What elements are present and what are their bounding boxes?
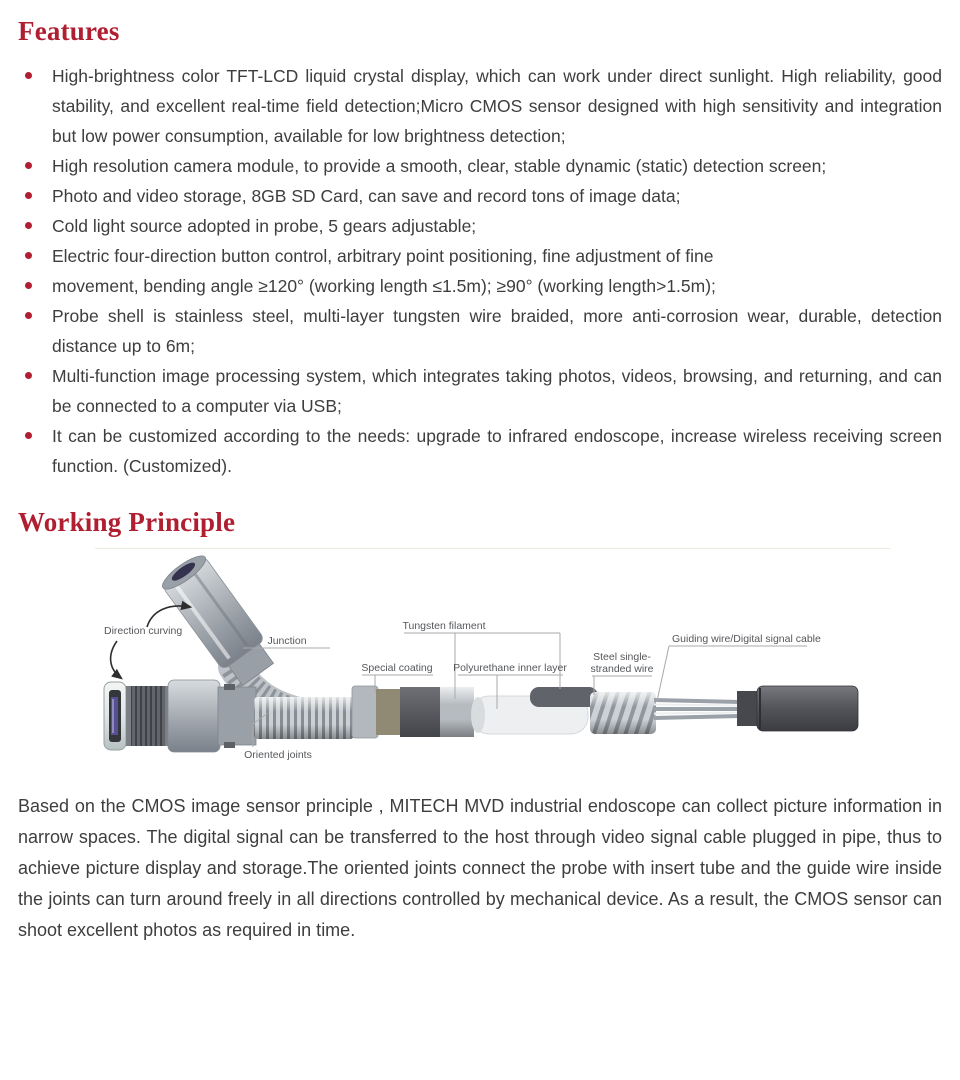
label-direction-curving: Direction curving	[104, 625, 183, 637]
endoscope-diagram-svg	[0, 549, 960, 785]
label-steel-wire-line2: stranded wire	[590, 663, 654, 675]
oriented-joints-tube	[254, 697, 354, 739]
working-principle-heading: Working Principle	[18, 507, 236, 537]
bullet-icon	[25, 432, 32, 439]
feature-item	[25, 301, 942, 361]
features-list	[0, 61, 960, 481]
feature-item-text: Probe shell is stainless steel, multi-layer tungsten wire braided, more anti-corrosion wear, durable, detection distance up to 6m;	[52, 306, 942, 356]
label-polyurethane-inner-layer: Polyurethane inner layer	[453, 662, 567, 674]
feature-item-text: Electric four-direction button control, arbitrary point positioning, fine adjustment of fine	[52, 246, 714, 266]
datasheet-page	[0, 16, 960, 946]
feature-item	[25, 271, 942, 301]
feature-item	[25, 181, 942, 211]
direction-arrow-down	[111, 641, 121, 678]
bullet-icon	[25, 372, 32, 379]
feature-item-text: High resolution camera module, to provide a smooth, clear, stable dynamic (static) detection screen;	[52, 156, 827, 176]
signal-cable-plug	[737, 686, 858, 731]
bullet-icon	[25, 252, 32, 259]
feature-item	[25, 151, 942, 181]
label-guiding-wire: Guiding wire/Digital signal cable	[672, 633, 821, 645]
feature-item	[25, 211, 942, 241]
insert-tube	[352, 686, 656, 738]
guide-wires	[654, 700, 740, 718]
features-heading: Features	[18, 16, 120, 46]
bullet-icon	[25, 72, 32, 79]
bullet-icon	[25, 282, 32, 289]
bullet-icon	[25, 162, 32, 169]
feature-item-text: Cold light source adopted in probe, 5 gears adjustable;	[52, 216, 477, 236]
label-junction: Junction	[267, 635, 307, 647]
endoscope-diagram	[0, 549, 960, 785]
feature-item	[25, 361, 942, 421]
label-tungsten-filament: Tungsten filament	[402, 620, 486, 632]
feature-item-text: High-brightness color TFT-LCD liquid crystal display, which can work under direct sunlight. High reliability, good stability, and excellent real-time field detection;Micro CMOS sensor designed with high sensitivity and integration but low power consumption, available for low brightness detection;	[52, 66, 942, 146]
bullet-icon	[25, 222, 32, 229]
bullet-icon	[25, 312, 32, 319]
label-oriented-joints: Oriented joints	[244, 749, 312, 761]
feature-item-text: It can be customized according to the needs: upgrade to infrared endoscope, increase wireless receiving screen function. (Customized).	[52, 426, 942, 476]
feature-item-text: Photo and video storage, 8GB SD Card, can save and record tons of image data;	[52, 186, 681, 206]
feature-item	[25, 421, 942, 481]
working-principle-paragraph: Based on the CMOS image sensor principle , MITECH MVD industrial endoscope can collect picture information in narrow spaces. The digital signal can be transferred to the host through video signal cable plugged in pipe, thus to achieve picture display and storage.The oriented joints connect the probe with insert tube and the guide wire inside the joints can turn around freely in all directions controlled by mechanical device. As a result, the CMOS sensor can shoot excellent photos as required in time.	[18, 796, 942, 940]
bullet-icon	[25, 192, 32, 199]
feature-item	[25, 241, 942, 271]
feature-item-text: movement, bending angle ≥120° (working length ≤1.5m); ≥90° (working length>1.5m);	[52, 276, 716, 296]
label-special-coating: Special coating	[361, 662, 433, 674]
direction-arrows	[111, 606, 190, 678]
label-steel-wire-line1: Steel single-	[593, 651, 651, 663]
feature-item	[25, 61, 942, 151]
feature-item-text: Multi-function image processing system, which integrates taking photos, videos, browsing, and returning, and can be connected to a computer via USB;	[52, 366, 942, 416]
probe-head	[104, 680, 256, 752]
